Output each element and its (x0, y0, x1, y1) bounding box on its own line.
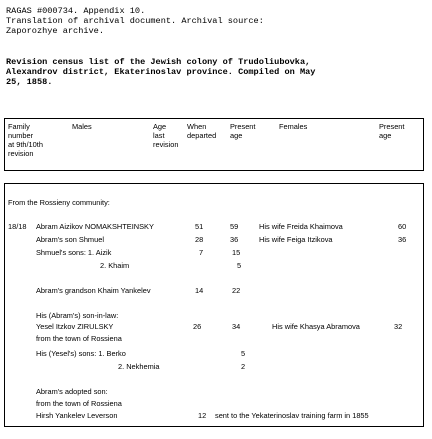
male-name: Abram's adopted son: (36, 387, 108, 396)
female-name: His wife Freida Khaimova (259, 222, 343, 231)
departure-note: sent to the Yekaterinoslav training farm in 1855 (215, 411, 369, 420)
title-line-2: Alexandrov district, Ekaterinoslav province. Compiled on May (6, 67, 316, 77)
age-last: 28 (195, 235, 204, 244)
male-name: Hirsh Yankelev Leverson (36, 411, 118, 420)
male-name: from the town of Rossiena (36, 399, 122, 408)
female-age: 60 (398, 222, 407, 231)
present-age: 22 (232, 286, 241, 295)
male-name: Abram's grandson Khaim Yankelev (36, 286, 151, 295)
male-name: 2. Khaim (100, 261, 130, 270)
document-header (6, 6, 264, 36)
col-present-age-males: Present age (230, 122, 256, 140)
male-name: 2. Nekhemia (118, 362, 160, 371)
title-line-1: Revision census list of the Jewish colony of Trudoliubovka, (6, 57, 311, 67)
female-name: His wife Feiga Itzikova (259, 235, 333, 244)
male-name: Yesel Itzkov ZIRULSKY (36, 322, 114, 331)
col-family-number: Family number at 9th/10th revision (8, 122, 43, 158)
col-present-age-females: Present age (379, 122, 405, 140)
female-age: 36 (398, 235, 407, 244)
col-when-departed: When departed (187, 122, 217, 140)
present-age: 36 (230, 235, 239, 244)
present-age: 59 (230, 222, 239, 231)
male-name: His (Abram's) son-in-law: (36, 311, 119, 320)
col-females: Females (279, 122, 308, 131)
female-age: 32 (394, 322, 403, 331)
female-name: His wife Khasya Abramova (272, 322, 360, 331)
age-last: 14 (195, 286, 204, 295)
male-name: Abram's son Shmuel (36, 235, 104, 244)
male-name: Abram Aizikov NOMAKSHTEINSKY (36, 222, 154, 231)
col-age-last-revision: Age last revision (153, 122, 179, 149)
header-line-2: Translation of archival document. Archival source: (6, 16, 264, 26)
age-last: 12 (198, 411, 207, 420)
present-age: 15 (232, 248, 241, 257)
community-label: From the Rossieny community: (8, 198, 110, 207)
present-age: 2 (241, 362, 246, 371)
present-age: 5 (237, 261, 242, 270)
present-age: 5 (241, 349, 246, 358)
male-name: His (Yesel's) sons: 1. Berko (36, 349, 126, 358)
age-last: 26 (193, 322, 202, 331)
age-last: 7 (199, 248, 204, 257)
col-males: Males (72, 122, 92, 131)
header-line-1: RAGAS #000734. Appendix 10. (6, 6, 146, 16)
header-line-3: Zaporozhye archive. (6, 26, 104, 36)
document-title (6, 57, 315, 87)
age-last: 51 (195, 222, 204, 231)
male-name: Shmuel's sons: 1. Aizik (36, 248, 112, 257)
family-number: 18/18 (8, 222, 27, 231)
title-line-3: 25, 1858. (6, 77, 53, 87)
male-name: from the town of Rossiena (36, 334, 122, 343)
present-age: 34 (232, 322, 241, 331)
